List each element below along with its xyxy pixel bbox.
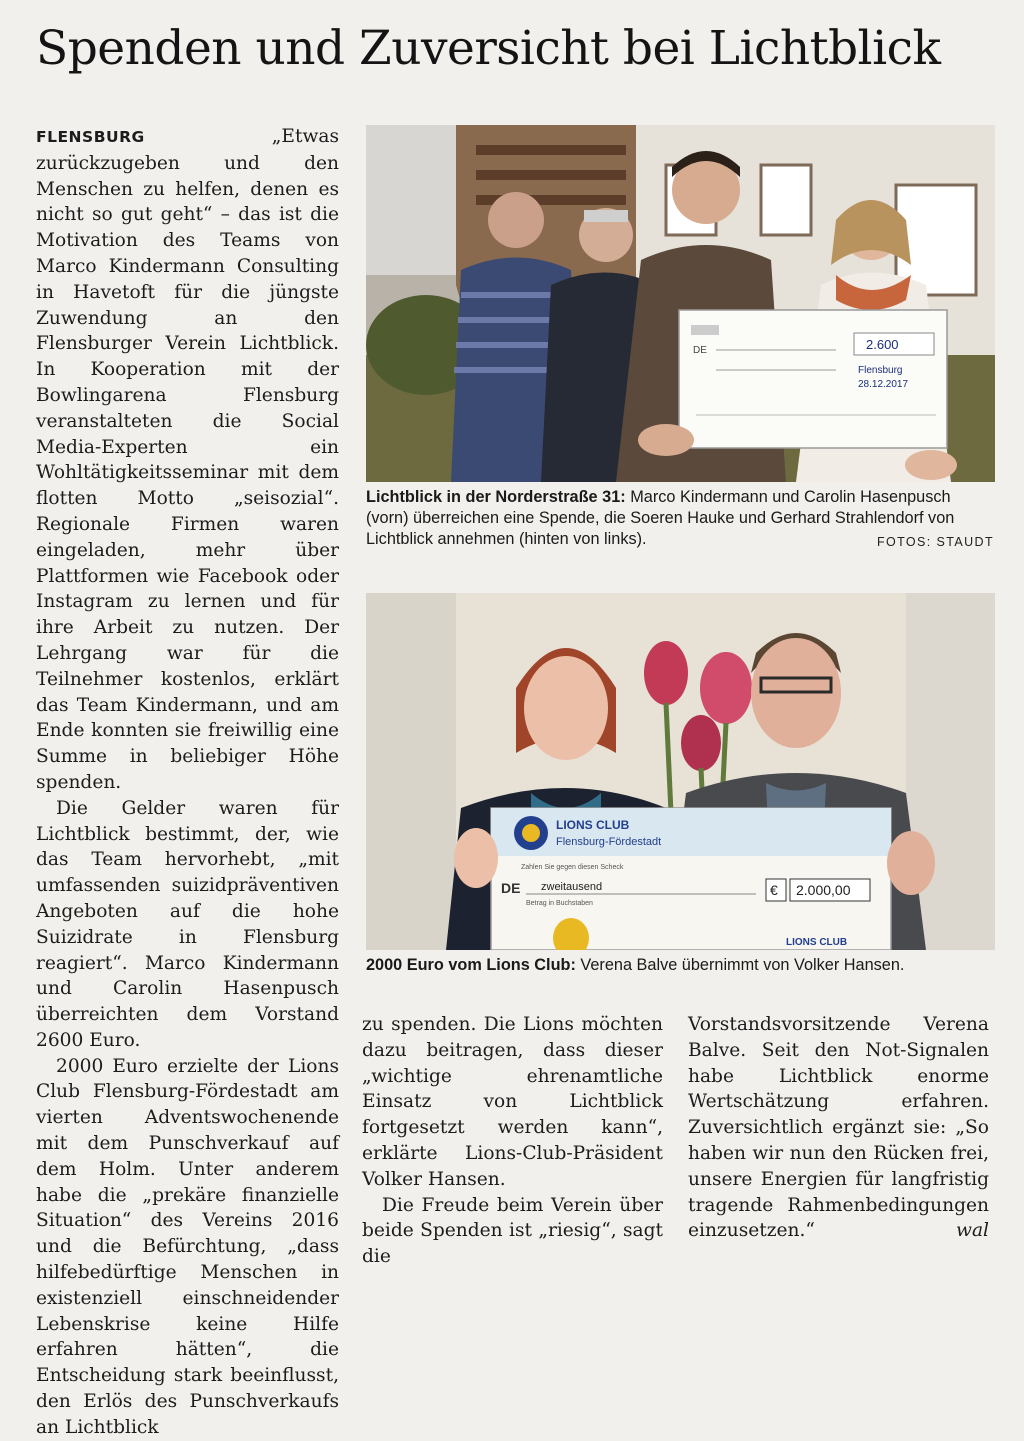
paragraph-text: Vorstandsvorsitzende Verena Balve. Seit den Not-Signalen habe Lichtblick enorme Wertschätzung erfahren. Zuversichtlich ergänzt sie: „So haben wir nun den Rücken frei, unsere Energien für langfristig tragende Rahmenbedingungen einzusetzen.“: [688, 1014, 989, 1242]
check-currency: €: [770, 882, 778, 898]
check-pay-line: Zahlen Sie gegen diesen Scheck: [521, 864, 624, 871]
paragraph-text: „Etwas zurückzugeben und den Menschen zu helfen, denen es nicht so gut geht“ – das ist die Motivation des Teams von Marco Kindermann Consulting in Havetoft für die jüngste Zuwendung an den Flensburger Verein Lichtblick. In Kooperation mit der Bowlingarena Flensburg veranstalteten die Social Media-Experten ein Wohltätigkeitsseminar mit dem flotten Motto „seisozial“. Regionale Firmen waren eingeladen, mehr über Plattformen wie Facebook oder Instagram zu lernen und für ihre Arbeit zu nutzen. Der Lehrgang war für die Teilnehmer kostenlos, erklärt das Team Kindermann, und am Ende konnten sie freiwillig eine Summe in beliebiger Höhe spenden.: [36, 126, 339, 793]
check-club-sub: Flensburg-Fördestadt: [556, 836, 662, 848]
check-words-label: Betrag in Buchstaben: [526, 900, 593, 907]
check-date: 28.12.2017: [858, 379, 909, 390]
check-amount: 2.000,00: [796, 882, 851, 898]
check-club: LIONS CLUB: [556, 818, 630, 832]
check-city: Flensburg: [858, 365, 903, 376]
article-paragraph: [36, 124, 339, 796]
photo-check-handover-lions: [366, 593, 995, 950]
check-amount-words: zweitausend: [541, 881, 603, 893]
photo-credit: FOTOS: STAUDT: [876, 535, 994, 549]
caption-lead: Lichtblick in der Norderstraße 31:: [366, 488, 626, 506]
dateline: FLENSBURG: [36, 128, 145, 146]
headline: Spenden und Zuversicht bei Lichtblick: [36, 21, 941, 76]
article-paragraph: 2000 Euro erzielte der Lions Club Flensburg-Fördestadt am vierten Adventswochenende mit dem Punschverkauf auf dem Holm. Unter anderem habe die „prekäre finanzielle Situation“ des Vereins 2016 und die Befürchtung, „dass hilfebedürftige Menschen in existenziell einschneidender Lebenskrise keine Hilfe erfahren hätten“, die Entscheidung stark beeinflusst, den Erlös des Punschverkaufs an Lichtblick: [36, 1055, 339, 1438]
article-column-1: [36, 124, 339, 1441]
article-column-3: [688, 1012, 989, 1244]
check-footer-club: LIONS CLUB: [786, 937, 848, 948]
photo-check-handover-lichtblick: [366, 125, 995, 482]
check-prefix: DE: [693, 345, 707, 356]
article-paragraph: Die Freude beim Verein über beide Spenden ist „riesig“, sagt die: [362, 1194, 663, 1268]
lions-check: [491, 808, 891, 950]
author-initials: wal: [956, 1220, 989, 1242]
caption-lead: 2000 Euro vom Lions Club:: [366, 956, 576, 974]
caption-text: Verena Balve übernimmt von Volker Hansen.: [580, 956, 905, 974]
check-prefix: DE: [501, 880, 521, 896]
article-paragraph: [688, 1012, 989, 1244]
article-paragraph: Die Gelder waren für Lichtblick bestimmt, der, wie das Team hervorhebt, „mit umfassenden suizidpräventiven Angeboten auf die hohe Suizidrate in Flensburg reagiert“. Marco Kindermann und Carolin Hasenpusch überreichten dem Vorstand 2600 Euro.: [36, 797, 339, 1051]
check-amount: 2.600: [866, 337, 899, 352]
article-column-2: [362, 1012, 663, 1270]
photo-caption-2: [366, 955, 995, 976]
donation-check: [679, 310, 947, 448]
caption-text: Marco Kindermann und Carolin Hasenpusch (vorn) überreichen eine Spende, die Soeren Hauke und Gerhard Strahlendorf von Lichtblick annehmen (hinten von links).: [366, 488, 955, 548]
article-paragraph: zu spenden. Die Lions möchten dazu beitragen, dass dieser „wichtige ehrenamtliche Einsatz von Lichtblick fortgesetzt werden kann“, erklärte Lions-Club-Präsident Volker Hansen.: [362, 1014, 663, 1190]
